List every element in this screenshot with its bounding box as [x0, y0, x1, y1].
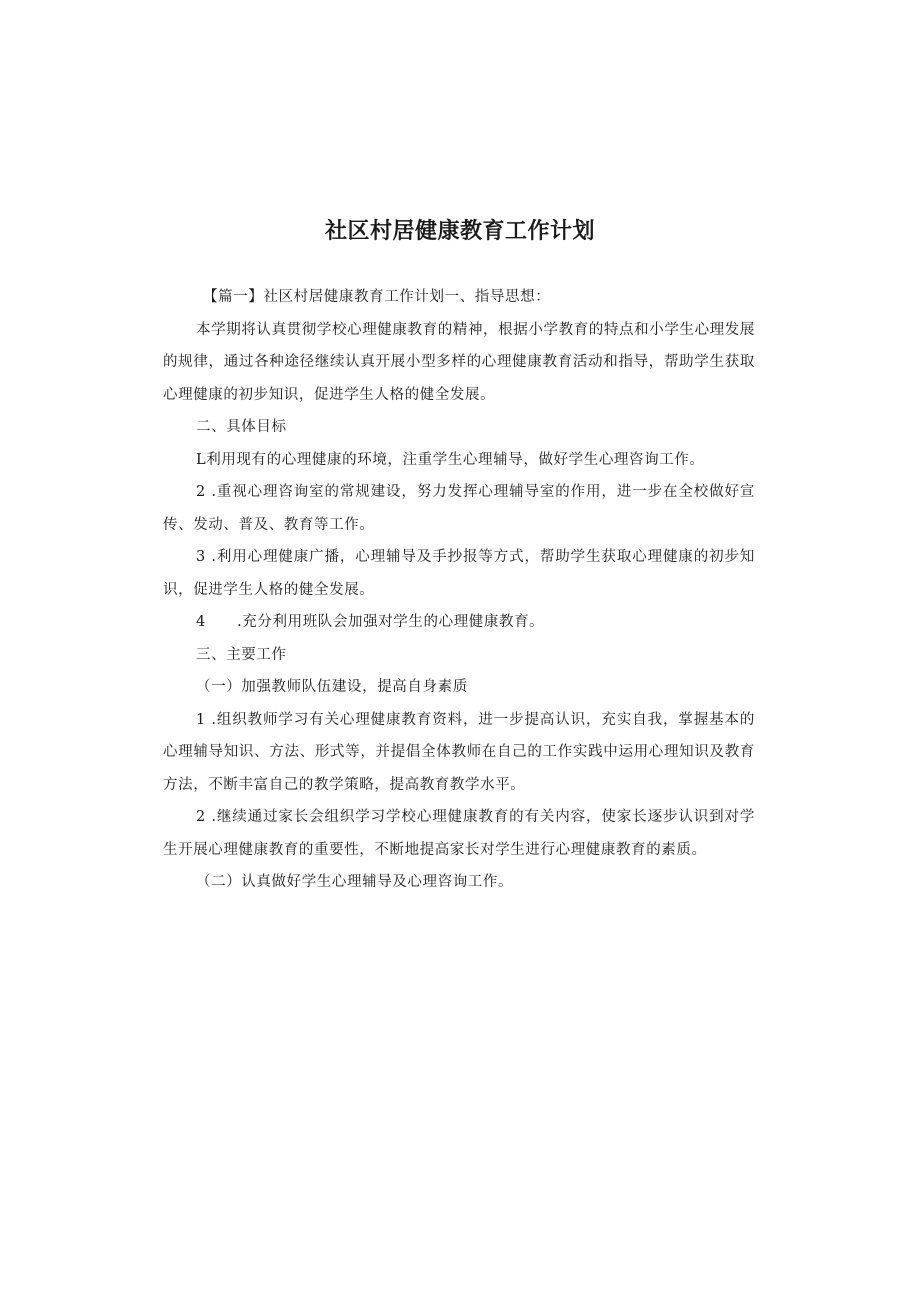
goal-item-1: L利用现有的心理健康的环境，注重学生心理辅导，做好学生心理咨询工作。 — [196, 451, 705, 468]
work-item-2: 2 .继续通过家长会组织学习学校心理健康教育的有关内容，使家长逐步认识到对学生开展心理健康教育的重要性，不断地提高家长对学生进行心理健康教育的素质。 — [163, 809, 755, 858]
subheading-student-counseling: （二）认真做好学生心理辅导及心理咨询工作。 — [196, 874, 514, 890]
work-item-1: 1 .组织教师学习有关心理健康教育资料，进一步提高认识，充实自我，掌握基本的心理辅导知识、方法、形式等，并提倡全体教师在自己的工作实践中运用心理知识及教育方法，不断丰富自己的教学策略，提高教育教学水平。 — [163, 711, 755, 793]
heading-main-work: 三、主要工作 — [196, 646, 287, 663]
goal-item-4: 4 .充分利用班队会加强对学生的心理健康教育。 — [196, 614, 545, 630]
document-body — [163, 281, 755, 899]
document-title: 社区村居健康教育工作计划 — [324, 219, 595, 244]
subheading-teacher-team: （一）加强教师队伍建设，提高自身素质 — [196, 679, 468, 695]
heading-specific-goals: 二、具体目标 — [196, 419, 287, 435]
paragraph-intro-heading: 【篇一】社区村居健康教育工作计划一、指导思想： — [203, 289, 551, 305]
goal-item-2: 2 .重视心理咨询室的常规建设，努力发挥心理辅导室的作用，进一步在全校做好宣传、发动、普及、教育等工作。 — [163, 484, 755, 533]
goal-item-3: 3 .利用心理健康广播，心理辅导及手抄报等方式，帮助学生获取心理健康的初步知识，促进学生人格的健全发展。 — [163, 549, 755, 598]
paragraph-guiding-thought: 本学期将认真贯彻学校心理健康教育的精神，根据小学教育的特点和小学生心理发展的规律，通过各种途径继续认真开展小型多样的心理健康教育活动和指导，帮助学生获取心理健康的初步知识，促进学生人格的健全发展。 — [163, 321, 755, 403]
